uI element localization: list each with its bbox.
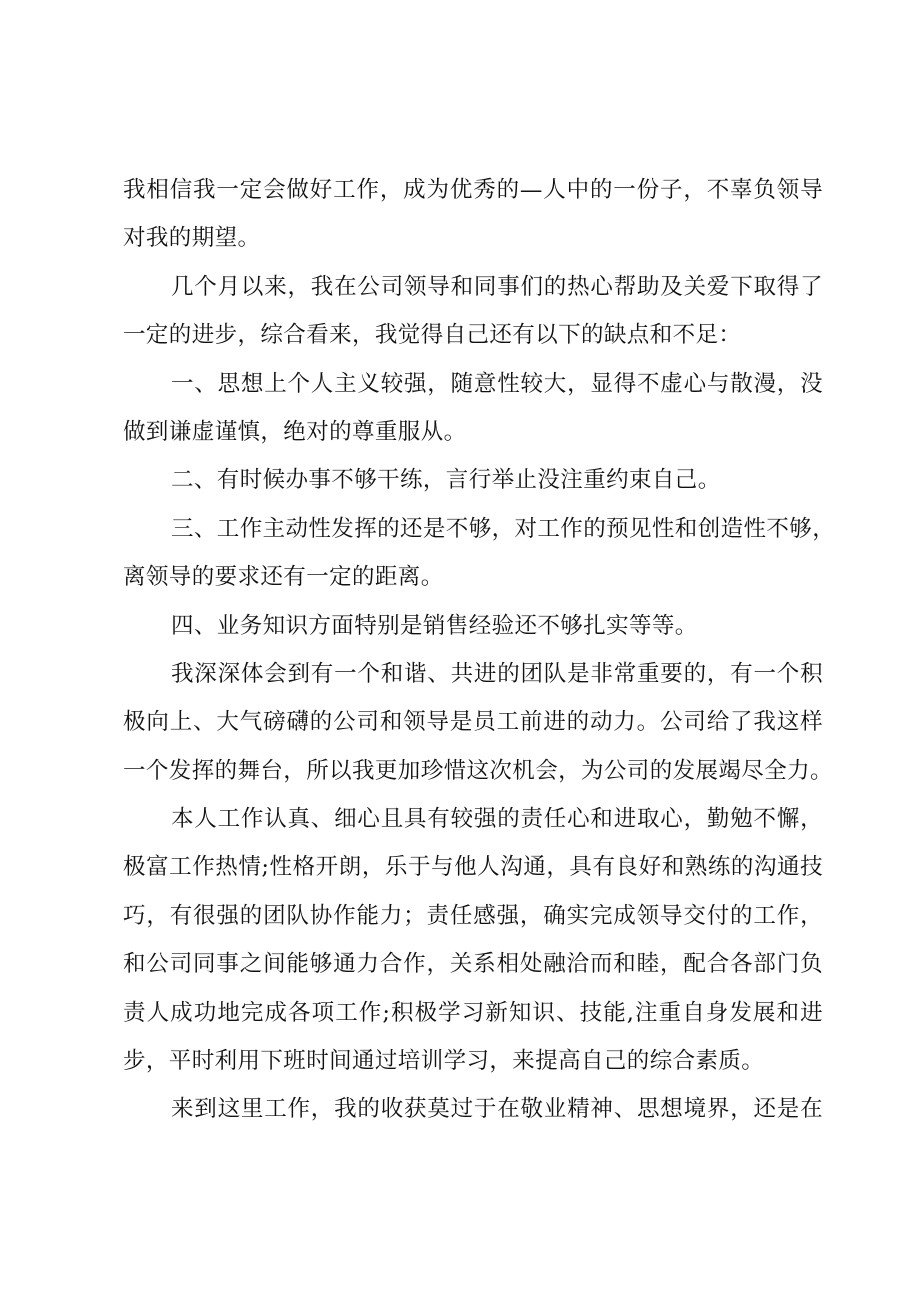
- text-line: 离领导的要求还有一定的距离。: [123, 564, 444, 591]
- text-line: 步，平时利用下班时间通过培训学习，来提高自己的综合素质。: [123, 1048, 765, 1075]
- text-line: 极向上、大气磅礴的公司和领导是员工前进的动力。公司给了我这样: [123, 709, 823, 736]
- text-line: 责人成功地完成各项工作;积极学习新知识、技能,注重自身发展和进: [123, 999, 823, 1026]
- text-line: 一、思想上个人主义较强，随意性较大，显得不虚心与散漫，没: [171, 370, 823, 397]
- text-line: 四、业务知识方面特别是销售经验还不够扎实等等。: [171, 612, 698, 639]
- text-line: 一定的进步，综合看来，我觉得自己还有以下的缺点和不足：: [123, 322, 742, 349]
- text-line: 巧，有很强的团队协作能力；责任感强，确实完成领导交付的工作，: [123, 902, 823, 929]
- text-line: 本人工作认真、细心且具有较强的责任心和进取心，勤勉不懈，: [171, 806, 823, 833]
- text-line: 三、工作主动性发挥的还是不够，对工作的预见性和创造性不够，: [171, 515, 836, 542]
- text-line: 极富工作热情;性格开朗，乐于与他人沟通，具有良好和熟练的沟通技: [123, 854, 823, 881]
- text-line: 我相信我一定会做好工作，成为优秀的—人中的一份子，不辜负领导: [123, 177, 823, 203]
- text-line: 几个月以来，我在公司领导和同事们的热心帮助及关爱下取得了: [171, 273, 823, 300]
- text-line: 二、有时候办事不够干练，言行举止没注重约束自己。: [171, 467, 721, 494]
- text-line: 做到谦虚谨慎，绝对的尊重服从。: [123, 418, 467, 445]
- text-line: 一个发挥的舞台，所以我更加珍惜这次机会，为公司的发展竭尽全力。: [123, 757, 833, 784]
- document-body: [123, 166, 836, 1134]
- text-line: 对我的期望。: [123, 225, 261, 252]
- text-line: 和公司同事之间能够通力合作，关系相处融洽而和睦，配合各部门负: [123, 951, 823, 978]
- text-line: 我深深体会到有一个和谐、共进的团队是非常重要的，有一个积: [171, 660, 823, 687]
- text-line: 来到这里工作，我的收获莫过于在敬业精神、思想境界，还是在: [171, 1096, 823, 1123]
